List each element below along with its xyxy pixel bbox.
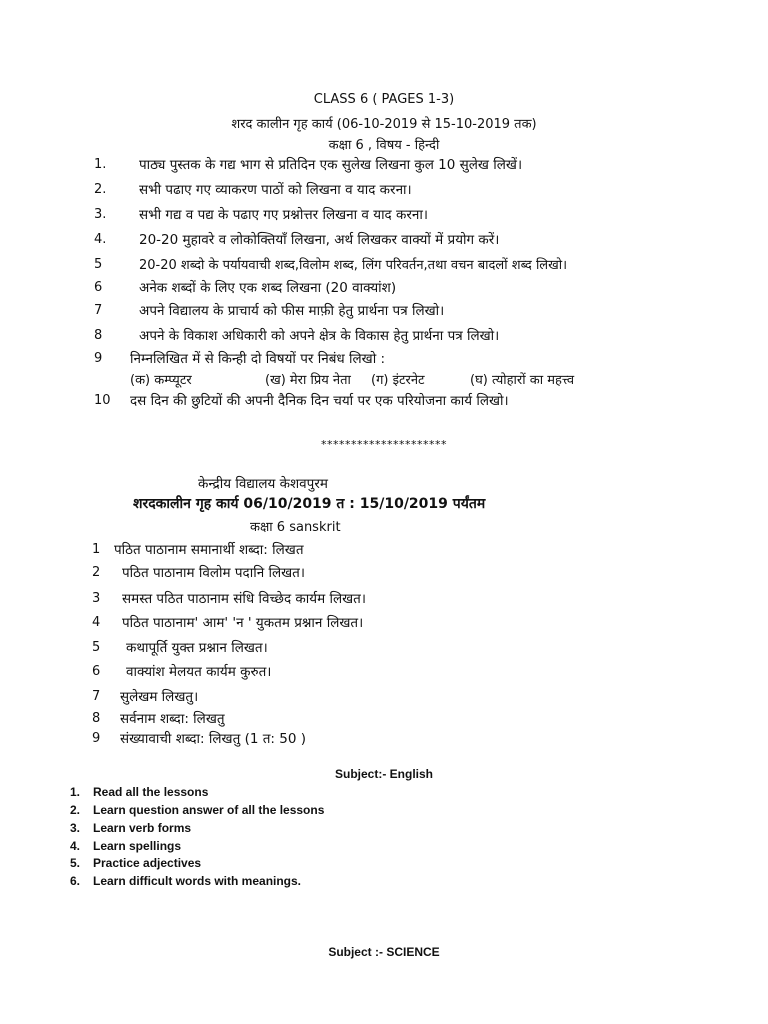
item-text: Learn question answer of all the lessons: [93, 803, 325, 817]
item-text: समस्त पठित पाठानाम संधि विच्छेद कार्यम लिखत।: [122, 591, 366, 607]
item-number: 6: [94, 280, 103, 295]
item-number: 10: [94, 393, 111, 408]
item-number: 1: [92, 542, 101, 557]
english-heading: Subject:- English: [334, 767, 433, 781]
item-number: 1.: [70, 785, 81, 799]
item-number: 7: [92, 689, 101, 704]
item-number: 4.: [70, 839, 81, 853]
school-name: केन्द्रीय विद्यालय केशवपुरम: [198, 476, 328, 492]
item-text: वाक्यांश मेलयत कार्यम कुरुत।: [126, 664, 272, 680]
item-number: 9: [94, 351, 103, 366]
item-number: 6: [92, 664, 101, 679]
item-number: 5.: [70, 856, 81, 870]
item-number: 8: [94, 328, 103, 343]
item-text: संख्यावाची शब्दा: लिखतु (1 त: 50 ): [120, 731, 306, 747]
essay-option: (ग) इंटरनेट: [371, 373, 425, 388]
item-number: 2.: [70, 803, 81, 817]
class-heading: CLASS 6 ( PAGES 1-3): [313, 92, 455, 107]
sanskrit-class-line: कक्षा 6 sanskrit: [250, 520, 341, 535]
item-text: अपने विद्यालय के प्राचार्य को फीस माफ़ी हेतु प्रार्थना पत्र लिखो।: [139, 303, 445, 319]
hindi-homework-title: शरद कालीन गृह कार्य (06-10-2019 से 15-10-2019 तक): [231, 117, 537, 132]
item-text: पठित पाठानाम विलोम पदानि लिखत।: [122, 565, 305, 581]
item-text: निम्नलिखित में से किन्ही दो विषयों पर निबंध लिखो :: [130, 351, 386, 367]
item-text: सुलेखम लिखतु।: [120, 689, 199, 705]
item-number: 4: [92, 615, 101, 630]
item-text: दस दिन की छुटियों की अपनी दैनिक दिन चर्या पर एक परियोजना कार्य लिखो।: [130, 393, 509, 409]
item-text: Learn difficult words with meanings.: [93, 874, 302, 888]
item-number: 8: [92, 711, 101, 726]
science-heading: Subject :- SCIENCE: [328, 945, 440, 959]
item-text: Read all the lessons: [93, 785, 209, 799]
sanskrit-homework-title: शरदकालीन गृह कार्य 06/10/2019 त : 15/10/2019 पर्यंतम: [133, 496, 486, 512]
section-separator: *********************: [321, 438, 447, 451]
item-text: अनेक शब्दों के लिए एक शब्द लिखना (20 वाक्यांश): [139, 280, 397, 296]
item-number: 3.: [70, 821, 81, 835]
item-text: पठित पाठानाम' आम' 'न ' युकतम प्रश्नान लिखत।: [122, 615, 364, 631]
item-number: 1.: [94, 157, 107, 172]
item-number: 9: [92, 731, 101, 746]
hindi-subject-line: कक्षा 6 , विषय - हिन्दी: [328, 138, 440, 153]
item-number: 2.: [94, 182, 107, 197]
item-number: 5: [92, 640, 101, 655]
item-text: Learn verb forms: [93, 821, 192, 835]
item-text: Learn spellings: [93, 839, 182, 853]
item-text: सभी गद्य व पद्य के पढाए गए प्रश्नोत्तर लिखना व याद करना।: [139, 207, 429, 223]
item-number: 6.: [70, 874, 81, 888]
item-text: सर्वनाम शब्दा: लिखतु: [120, 711, 225, 727]
item-text: 20-20 शब्दो के पर्यायवाची शब्द,विलोम शब्द, लिंग परिवर्तन,तथा वचन बादलों शब्द लिखो।: [139, 258, 568, 273]
item-text: 20-20 मुहावरे व लोकोक्तियाँ लिखना, अर्थ लिखकर वाक्यों में प्रयोग करें।: [139, 232, 500, 248]
item-number: 3.: [94, 207, 107, 222]
essay-option: (घ) त्योहारों का महत्त्व: [470, 373, 575, 388]
essay-option: (ख) मेरा प्रिय नेता: [265, 373, 351, 388]
item-number: 3: [92, 591, 101, 606]
item-text: पठित पाठानाम समानार्थी शब्दा: लिखत: [114, 542, 304, 558]
item-text: Practice adjectives: [93, 856, 202, 870]
item-text: कथापूर्ति युक्त प्रश्नान लिखत।: [126, 640, 268, 656]
item-text: अपने के विकाश अधिकारी को अपने क्षेत्र के विकास हेतु प्रार्थना पत्र लिखो।: [139, 328, 500, 344]
item-number: 7: [94, 303, 103, 318]
item-number: 2: [92, 565, 101, 580]
item-text: पाठ्य पुस्तक के गद्य भाग से प्रतिदिन एक सुलेख लिखना कुल 10 सुलेख लिखें।: [139, 157, 523, 173]
item-number: 5: [94, 257, 103, 272]
item-text: सभी पढाए गए व्याकरण पाठों को लिखना व याद करना।: [139, 182, 412, 198]
item-number: 4.: [94, 232, 107, 247]
essay-option: (क) कम्प्यूटर: [130, 373, 192, 388]
